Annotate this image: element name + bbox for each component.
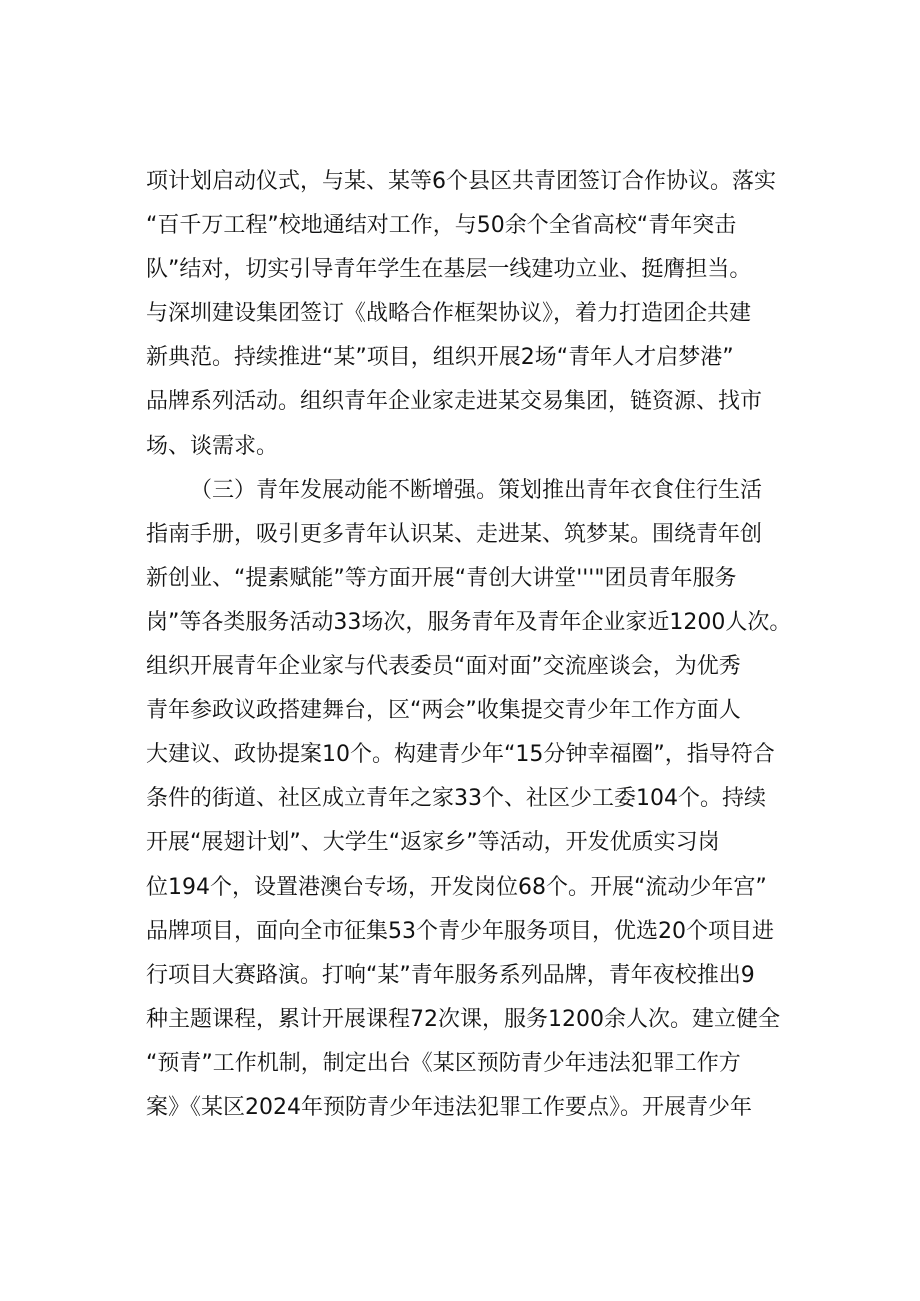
text-line: 青年参政议政搭建舞台，区“两会”收集提交青少年工作方面人 xyxy=(146,698,741,724)
text-line: 新典范。持续推进“某”项目，组织开展2场“青年人才启梦港” xyxy=(146,345,734,371)
text-line: 品牌项目，面向全市征集53个青少年服务项目，优选20个项目进 xyxy=(146,918,774,944)
document-body xyxy=(146,160,806,1130)
text-line: 案》《某区2024年预防青少年违法犯罪工作要点》。开展青少年 xyxy=(146,1094,752,1120)
text-line: 队”结对，切实引导青年学生在基层一线建功立业、挺膺担当。 xyxy=(146,257,752,283)
text-line: 组织开展青年企业家与代表委员“面对面”交流座谈会，为优秀 xyxy=(146,654,741,680)
text-line: 大建议、政协提案10个。构建青少年“15分钟幸福圈”，指导符合 xyxy=(146,742,775,768)
text-line: （三）青年发展动能不断增强。策划推出青年衣食住行生活 xyxy=(190,477,763,503)
text-line: 行项目大赛路演。打响“某”青年服务系列品牌，青年夜校推出9 xyxy=(146,962,755,988)
text-line: 指南手册，吸引更多青年认识某、走进某、筑梦某。围绕青年创 xyxy=(146,521,763,547)
text-line: 条件的街道、社区成立青年之家33个、社区少工委104个。持续 xyxy=(146,786,766,812)
text-line: “预青”工作机制，制定出台《某区预防青少年违法犯罪工作方 xyxy=(146,1050,741,1076)
text-line: 与深圳建设集团签订《战略合作框架协议》，着力打造团企共建 xyxy=(146,301,752,327)
text-line: 开展“展翅计划”、大学生“返家乡”等活动，开发优质实习岗 xyxy=(146,830,720,856)
text-line: 位194个，设置港澳台专场，开发岗位68个。开展“流动少年宫” xyxy=(146,874,767,900)
text-line: 项计划启动仪式，与某、某等6个县区共青团签订合作协议。落实 xyxy=(146,169,776,194)
text-line: 种主题课程，累计开展课程72次课，服务1200余人次。建立健全 xyxy=(146,1006,780,1032)
text-line: 场、谈需求。 xyxy=(146,433,279,459)
text-line: 岗”等各类服务活动33场次，服务青年及青年企业家近1200人次。 xyxy=(146,609,792,635)
text-line: “百千万工程”校地通结对工作，与50余个全省高校“青年突击 xyxy=(146,213,737,239)
text-line: 品牌系列活动。组织青年企业家走进某交易集团，链资源、找市 xyxy=(146,389,763,415)
text-line: 新创业、“提素赋能”等方面开展“青创大讲堂'''"团员青年服务 xyxy=(146,565,737,591)
